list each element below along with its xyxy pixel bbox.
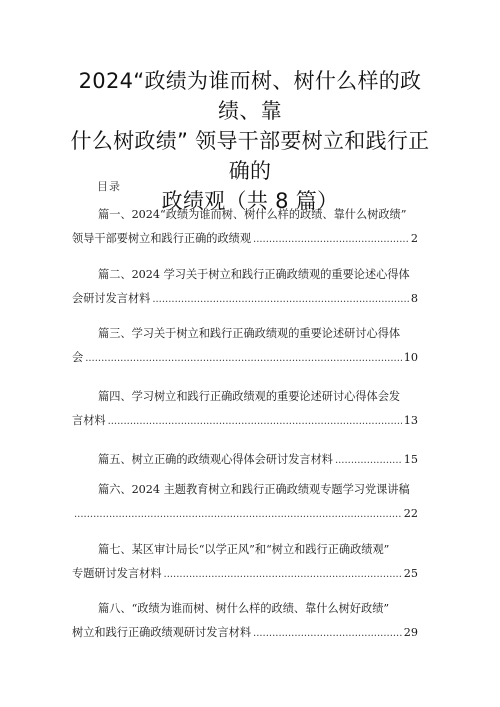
toc-entry-title — [72, 538, 418, 562]
toc-entry-text: 专题研讨发言材料 — [72, 567, 162, 580]
toc-entry-text: 篇一、2024“政绩为谁而树、树什么样的政绩、靠什么树政绩” — [98, 208, 407, 221]
toc-leader-dots — [335, 449, 402, 473]
toc-entry-text: 篇六、2024 主题教育树立和践行正确政绩观专题学习党课讲稿 — [98, 483, 410, 496]
toc-entry-title — [72, 448, 418, 472]
toc-entry-text: 会研讨发言材料 — [72, 292, 151, 305]
title-line: 2024“政绩为谁而树、树什么样的政绩、靠 — [78, 69, 422, 123]
title-line: 政绩观（共 8 篇） — [161, 189, 339, 213]
toc-entry-text: 篇五、树立正确的政绩观心得体会研讨发言材料 — [98, 453, 333, 466]
toc-page-number: 8 — [410, 292, 418, 305]
toc-entry-title — [72, 203, 418, 227]
toc-entry-text: 篇二、2024 学习关于树立和践行正确政绩观的重要论述心得体 — [98, 268, 410, 281]
toc-entry-text: 言材料 — [72, 414, 106, 427]
toc-entry-continuation — [72, 409, 418, 433]
toc-entry-text: 领导干部要树立和践行正确的政绩观 — [72, 232, 252, 245]
toc-entry-7[interactable] — [72, 538, 418, 586]
toc-entry-title — [72, 597, 418, 621]
toc-page-number: 25 — [403, 567, 418, 580]
document-title — [68, 66, 432, 216]
toc-entry-continuation — [72, 621, 418, 645]
toc-entry-3[interactable] — [72, 322, 418, 370]
toc-leader-dots — [253, 622, 402, 646]
toc-entry-title — [72, 322, 418, 346]
toc-entry-2[interactable] — [72, 263, 418, 311]
toc-entry-text: 会 — [72, 351, 84, 364]
toc-entry-6[interactable] — [72, 478, 418, 526]
toc-leader-dots — [152, 288, 409, 312]
toc-entry-continuation — [72, 346, 418, 370]
toc-entry-text: 篇八、“政绩为谁而树、树什么样的政绩、靠什么树好政绩” — [98, 602, 390, 615]
toc-heading: 目录 — [97, 180, 121, 193]
toc-entry-text: 篇四、学习树立和践行正确政绩观的重要论述研讨心得体会发 — [98, 390, 401, 403]
toc-entry-1[interactable] — [72, 203, 418, 251]
toc-entry-title — [72, 263, 418, 287]
toc-entry-title — [72, 478, 418, 502]
toc-page-number: 2 — [410, 232, 418, 245]
toc-page-number: 22 — [403, 507, 418, 520]
toc-leader-dots — [74, 503, 402, 527]
toc-entry-5[interactable] — [72, 448, 418, 472]
toc-leader-dots — [164, 563, 402, 587]
toc-leader-dots — [85, 347, 402, 371]
toc-page-number: 13 — [403, 414, 418, 427]
toc-entry-continuation — [72, 502, 418, 526]
toc-entry-title — [72, 385, 418, 409]
toc-leader-dots — [253, 228, 409, 252]
toc-entry-text: 篇七、某区审计局长“以学正风”和“树立和践行正确政绩观” — [98, 543, 390, 556]
toc-page-number: 10 — [403, 351, 418, 364]
toc-page-number: 15 — [403, 453, 418, 466]
title-line: 什么树政绩” 领导干部要树立和践行正确的 — [70, 129, 430, 183]
toc-entry-4[interactable] — [72, 385, 418, 433]
toc-entry-text: 树立和践行正确政绩观研讨发言材料 — [72, 626, 252, 639]
toc-entry-8[interactable] — [72, 597, 418, 645]
toc-page-number: 29 — [403, 626, 418, 639]
toc-entry-continuation — [72, 287, 418, 311]
toc-entry-text: 篇三、学习关于树立和践行正确政绩观的重要论述研讨心得体 — [98, 327, 401, 340]
toc-leader-dots — [108, 410, 402, 434]
toc-entry-continuation — [72, 562, 418, 586]
toc-entry-continuation — [72, 227, 418, 251]
